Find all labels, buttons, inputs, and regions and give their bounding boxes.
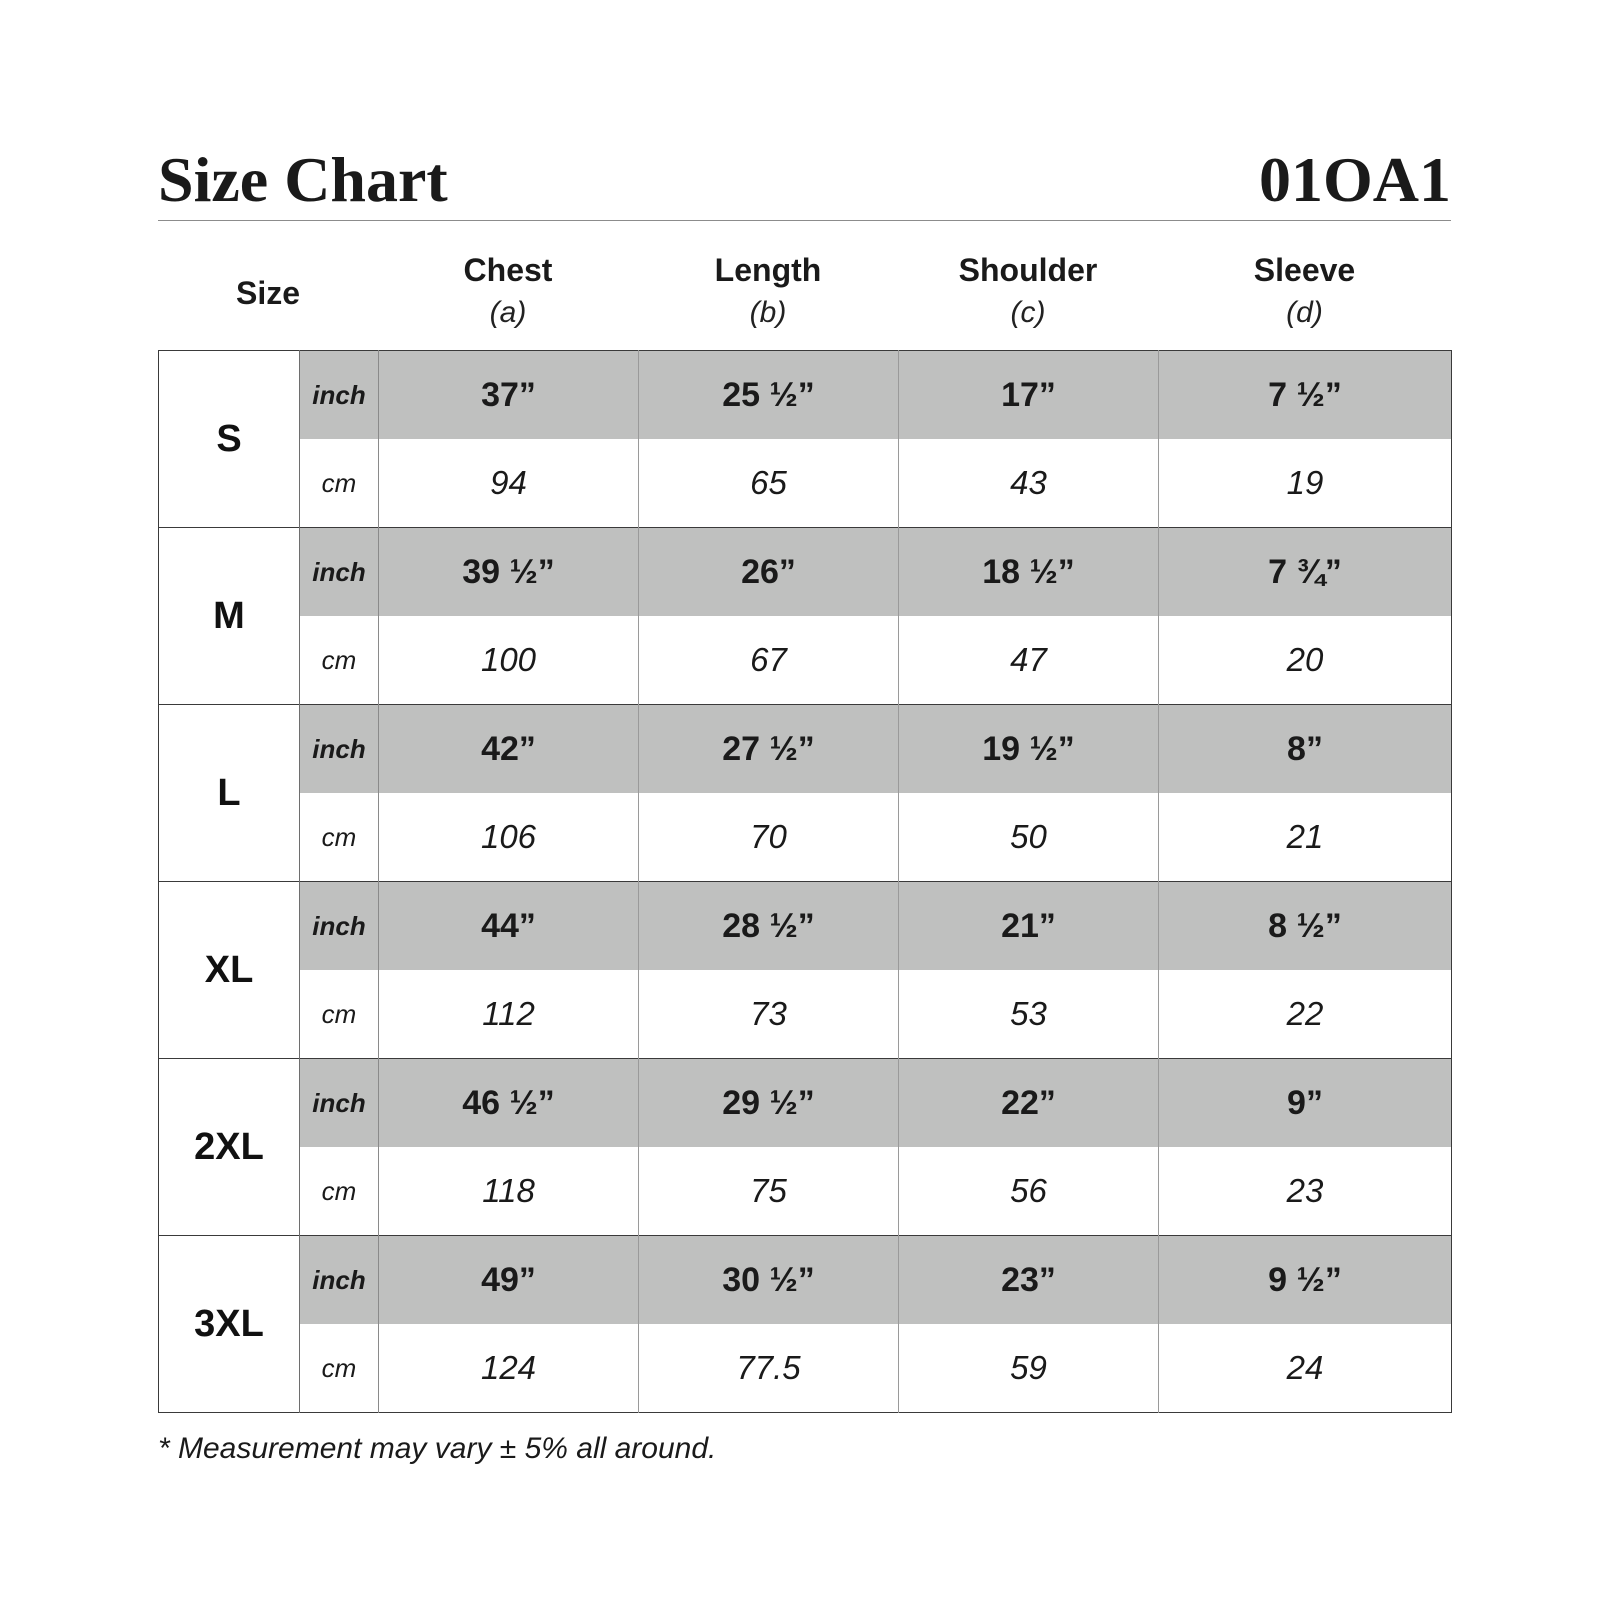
chest-inch-value: 44” <box>379 882 639 971</box>
chest-cm-value: 94 <box>379 439 639 528</box>
unit-label-cm: cm <box>300 1147 379 1236</box>
sleeve-cm-value: 22 <box>1286 995 1324 1032</box>
column-header <box>158 236 1451 350</box>
table-row <box>159 970 1452 1059</box>
column-name: Shoulder <box>958 252 1098 288</box>
size-label: 3XL <box>159 1236 300 1413</box>
unit-label-cm: cm <box>300 616 379 705</box>
size-column-header: Size <box>235 274 301 311</box>
table-row <box>159 1236 1452 1325</box>
chest-inch-value: 39 ½” <box>379 528 639 617</box>
column-sub: (c) <box>1010 296 1046 329</box>
chest-cm-value: 100 <box>379 616 639 705</box>
length-inch-value: 30 ½” <box>639 1236 899 1325</box>
shoulder-cm-value: 50 <box>899 793 1159 882</box>
size-table <box>158 350 1452 1413</box>
sleeve-cm-value: 19 <box>1286 464 1324 501</box>
length-inch-value: 27 ½” <box>639 705 899 794</box>
size-label: L <box>159 705 300 882</box>
sleeve-cm-value: 20 <box>1286 641 1324 678</box>
table-row <box>159 1147 1452 1236</box>
shoulder-cm-value: 47 <box>899 616 1159 705</box>
length-cm-value: 77.5 <box>639 1324 899 1413</box>
column-name: Chest <box>463 252 553 288</box>
length-inch-value: 25 ½” <box>639 351 899 440</box>
column-header-shoulder <box>898 236 1158 350</box>
shoulder-inch-value: 21” <box>899 882 1159 971</box>
length-cm-value: 65 <box>639 439 899 528</box>
chest-inch-value: 42” <box>379 705 639 794</box>
table-row <box>159 793 1452 882</box>
column-header-sleeve <box>1158 236 1451 350</box>
unit-label-inch: inch <box>300 1236 379 1325</box>
unit-label-inch: inch <box>300 1059 379 1148</box>
product-code: 01OA1 <box>1259 144 1451 215</box>
shoulder-inch-value: 19 ½” <box>899 705 1159 794</box>
table-row <box>159 1059 1452 1148</box>
shoulder-cm-value: 56 <box>899 1147 1159 1236</box>
title-row <box>158 140 1451 221</box>
length-cm-value: 67 <box>639 616 899 705</box>
column-sub: (a) <box>489 296 527 329</box>
unit-label-inch: inch <box>300 528 379 617</box>
sleeve-inch-value: 8” <box>1159 705 1452 794</box>
chest-inch-value: 37” <box>379 351 639 440</box>
chest-inch-value: 49” <box>379 1236 639 1325</box>
table-row <box>159 528 1452 617</box>
sleeve-inch-value: 8 ½” <box>1159 882 1452 971</box>
unit-label-cm: cm <box>300 970 379 1059</box>
column-name: Sleeve <box>1253 252 1356 288</box>
measurement-note: * Measurement may vary ± 5% all around. <box>158 1432 717 1465</box>
size-label: XL <box>159 882 300 1059</box>
sleeve-inch-value: 9 ½” <box>1159 1236 1452 1325</box>
size-label: M <box>159 528 300 705</box>
chest-cm-value: 124 <box>379 1324 639 1413</box>
shoulder-cm-value: 53 <box>899 970 1159 1059</box>
length-inch-value: 29 ½” <box>639 1059 899 1148</box>
column-header-chest <box>378 236 638 350</box>
length-cm-value: 73 <box>639 970 899 1059</box>
table-row <box>159 616 1452 705</box>
chest-inch-value: 46 ½” <box>379 1059 639 1148</box>
shoulder-inch-value: 22” <box>899 1059 1159 1148</box>
length-inch-value: 28 ½” <box>639 882 899 971</box>
sleeve-cm-value: 23 <box>1286 1172 1324 1209</box>
unit-label-inch: inch <box>300 705 379 794</box>
unit-label-cm: cm <box>300 793 379 882</box>
shoulder-cm-value: 43 <box>899 439 1159 528</box>
sleeve-inch-value: 7 ½” <box>1159 351 1452 440</box>
column-sub: (b) <box>749 296 787 329</box>
table-row <box>159 705 1452 794</box>
column-header-length <box>638 236 898 350</box>
sleeve-inch-value: 7 ¾” <box>1159 528 1452 617</box>
unit-label-inch: inch <box>300 351 379 440</box>
unit-label-inch: inch <box>300 882 379 971</box>
length-inch-value: 26” <box>639 528 899 617</box>
page-title: Size Chart <box>158 144 448 215</box>
shoulder-inch-value: 18 ½” <box>899 528 1159 617</box>
size-label: 2XL <box>159 1059 300 1236</box>
shoulder-cm-value: 59 <box>899 1324 1159 1413</box>
shoulder-inch-value: 23” <box>899 1236 1159 1325</box>
unit-label-cm: cm <box>300 439 379 528</box>
chest-cm-value: 106 <box>379 793 639 882</box>
table-row <box>159 351 1452 440</box>
length-cm-value: 70 <box>639 793 899 882</box>
sleeve-cm-value: 21 <box>1286 818 1324 855</box>
unit-label-cm: cm <box>300 1324 379 1413</box>
column-sub: (d) <box>1286 296 1323 329</box>
chest-cm-value: 118 <box>379 1147 639 1236</box>
shoulder-inch-value: 17” <box>899 351 1159 440</box>
size-label: S <box>159 351 300 528</box>
table-row <box>159 1324 1452 1413</box>
column-name: Length <box>714 252 822 288</box>
sleeve-inch-value: 9” <box>1159 1059 1452 1148</box>
length-cm-value: 75 <box>639 1147 899 1236</box>
sleeve-cm-value: 24 <box>1286 1349 1324 1386</box>
table-row <box>159 439 1452 528</box>
chest-cm-value: 112 <box>379 970 639 1059</box>
table-row <box>159 882 1452 971</box>
